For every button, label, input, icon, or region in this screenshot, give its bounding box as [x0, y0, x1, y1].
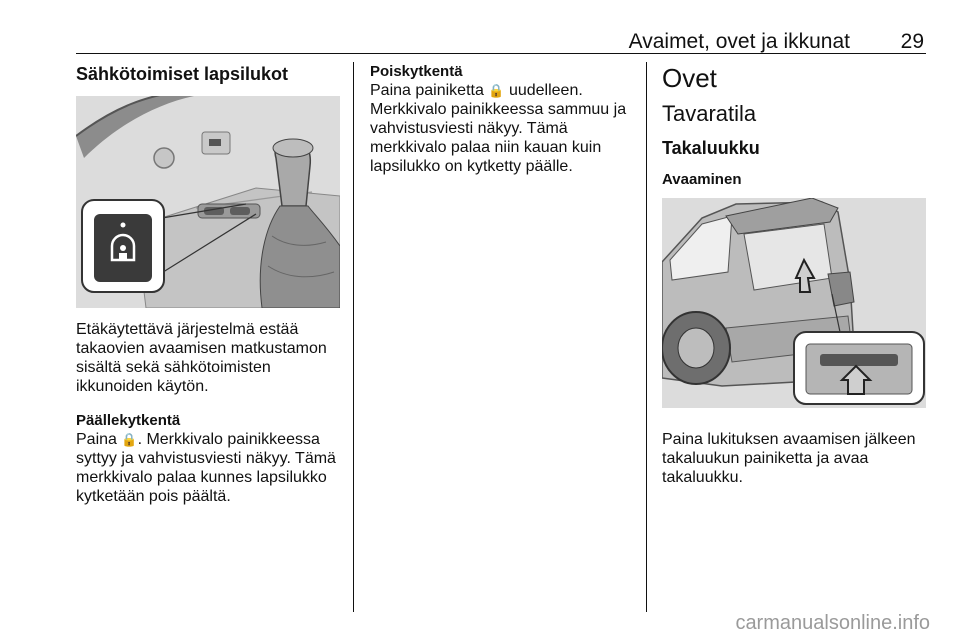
column-2 [370, 62, 636, 176]
activation-text-start: Paina [76, 431, 122, 448]
child-lock-icon: 🔒 [488, 83, 505, 98]
activation-text-end: . Merkkivalo painikkeessa syttyy ja vahvistusviesti näkyy. Tämä merkkivalo palaa kunnes lapsilukko kytketään pois päältä. [76, 431, 336, 505]
child-lock-button-illustration [76, 96, 340, 308]
subheading-opening: Avaaminen [662, 171, 742, 188]
watermark: carmanualsonline.info [735, 612, 930, 634]
column-divider-2 [646, 62, 647, 612]
activation-instructions [76, 430, 342, 506]
page-number: 29 [900, 30, 924, 53]
section-heading-child-locks: Sähkötoimiset lapsilukot [76, 64, 289, 84]
tailgate-opening-instructions: Paina lukituksen avaamisen jälkeen takaluukun painiketta ja avaa takaluukku. [662, 431, 916, 486]
column-1 [76, 62, 342, 506]
child-lock-description: Etäkäytettävä järjestelmä estää takaovien avaamisen matkustamon sisältä sekä sähkötoimisten ikkunoiden käytön. [76, 321, 327, 395]
running-header-title: Avaimet, ovet ja ikkunat [628, 30, 850, 53]
deactivation-text-start: Paina painiketta [370, 82, 489, 99]
chapter-heading-doors: Ovet [662, 63, 717, 93]
subsection-heading-tailgate: Takaluukku [662, 138, 760, 158]
subheading-activation: Päällekytkentä [76, 412, 181, 429]
column-3 [662, 62, 928, 487]
section-heading-luggage: Tavaratila [662, 101, 757, 126]
child-lock-icon: 🔒 [121, 432, 138, 447]
tailgate-opening-illustration [662, 198, 926, 408]
deactivation-instructions [370, 81, 636, 176]
subheading-deactivation: Poiskytkentä [370, 63, 463, 80]
deactivation-text-end: uudelleen. Merkkivalo painikkeessa sammuu ja vahvistusviesti näkyy. Tämä merkkivalo palaa niin kauan kuin lapsilukko on kytketty päälle. [370, 82, 627, 175]
column-divider-1 [353, 62, 354, 612]
header-rule [76, 53, 926, 54]
